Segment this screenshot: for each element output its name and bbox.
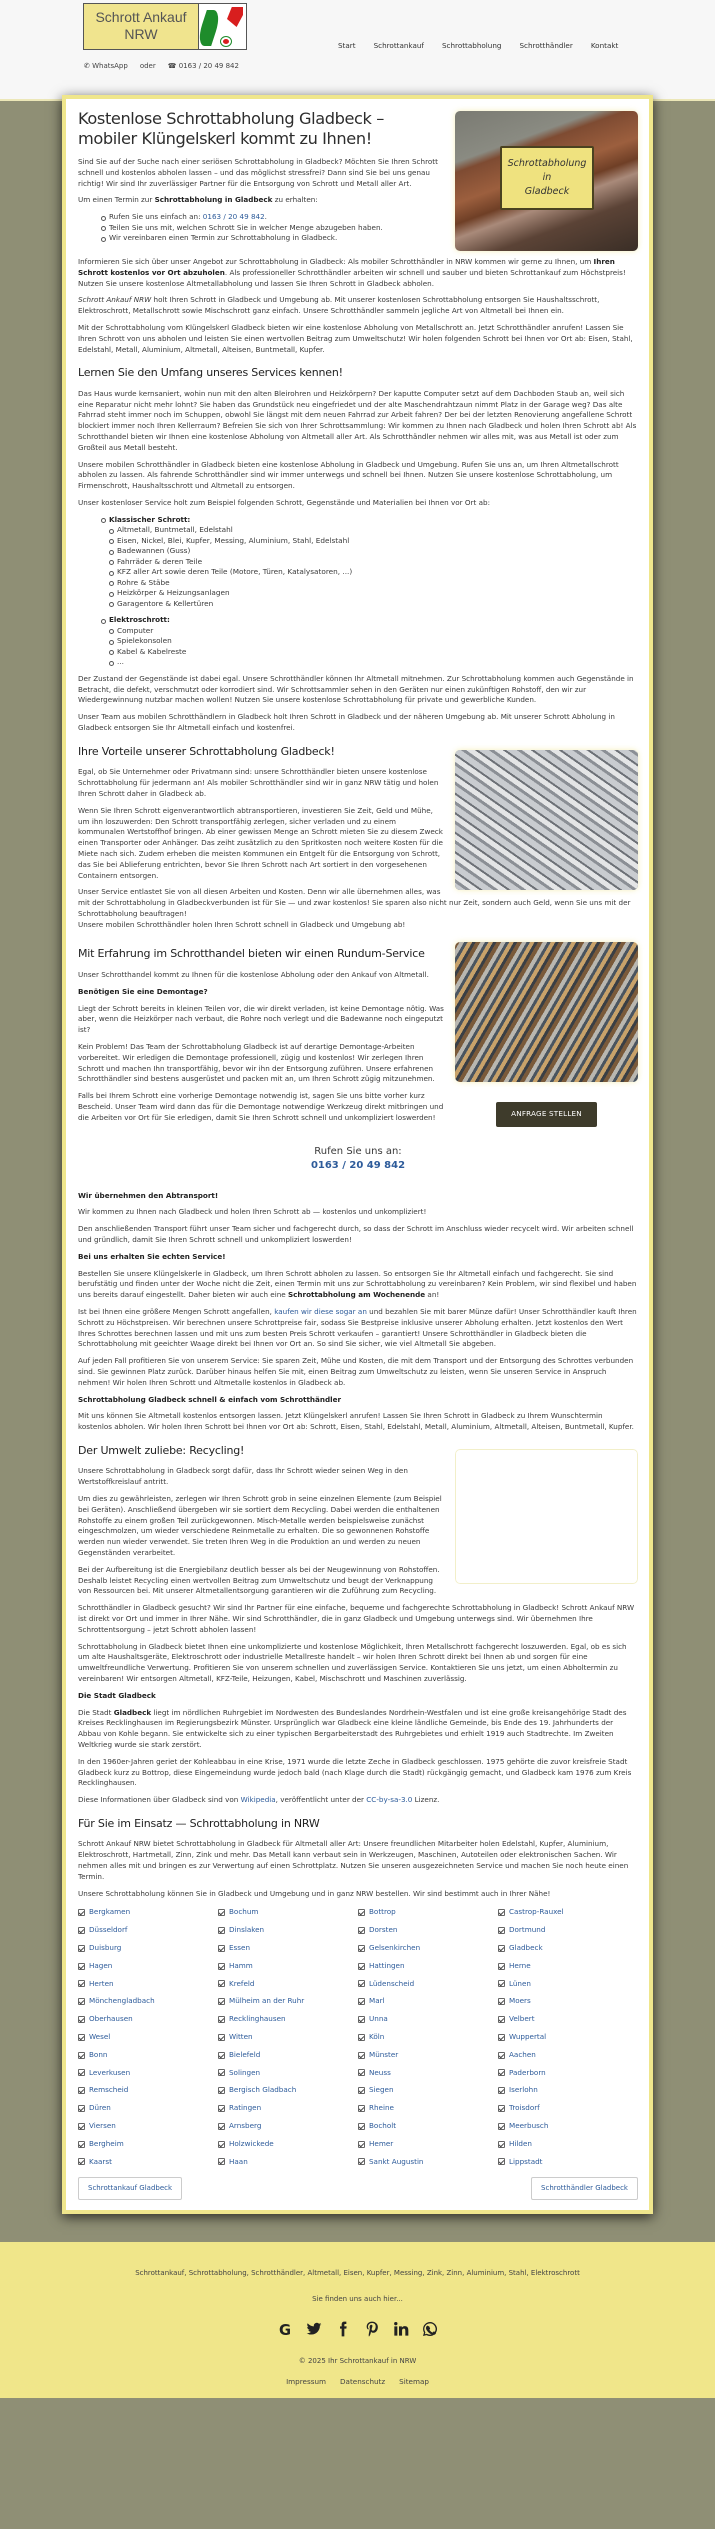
erfahrung-heading: Mit Erfahrung im Schrotthandel bieten wir einen Rundum-Service bbox=[78, 947, 425, 961]
header-phone-link[interactable] bbox=[168, 61, 239, 72]
brand-text: Schrott Ankauf NRW holt Ihren Schrott in Gladbeck und Umgebung ab. Mit unserer kostenlosen Schrottabholung entsorgen Sie Haushaltsschrott, Elektroschrott, Metallschrott sowie Mischschrott ganz einfach. Unsere Schrotthändler sammeln jegliche Art von Altmetall bei Ihnen ein. bbox=[78, 295, 600, 316]
step-item: Wir vereinbaren einen Termin zur Schrottabholung in Gladbeck. bbox=[101, 233, 638, 244]
city-item bbox=[78, 2103, 218, 2114]
recycling-text-1: Unsere Schrottabholung in Gladbeck sorgt dafür, dass Ihr Schrott wieder seinen Weg in den Wertstoffkreislauf antritt. bbox=[78, 1466, 408, 1487]
checkbox-checked-icon bbox=[498, 2123, 505, 2130]
city-item bbox=[218, 1907, 358, 1918]
checkbox-checked-icon bbox=[498, 1927, 505, 1934]
city-link[interactable]: Gelsenkirchen bbox=[369, 1942, 421, 1952]
datenschutz-link[interactable]: Datenschutz bbox=[340, 2376, 386, 2386]
checkbox-checked-icon bbox=[358, 2087, 365, 2094]
city-item bbox=[218, 2157, 358, 2168]
whatsapp-icon: ✆ bbox=[84, 62, 90, 70]
checkbox-checked-icon bbox=[218, 2034, 225, 2041]
city-link[interactable]: Bergisch Gladbach bbox=[229, 2085, 297, 2095]
checkbox-checked-icon bbox=[358, 2069, 365, 2076]
city-link[interactable]: Hemer bbox=[369, 2138, 394, 2148]
city-item bbox=[78, 1907, 218, 1918]
city-link[interactable]: Hagen bbox=[89, 1960, 113, 1970]
city-item bbox=[78, 1979, 218, 1990]
city-item bbox=[78, 1961, 218, 1972]
city-item bbox=[218, 1943, 358, 1954]
city-link[interactable]: Hattingen bbox=[369, 1960, 405, 1970]
city-link[interactable]: Wuppertal bbox=[509, 2031, 547, 2041]
city-item bbox=[218, 1979, 358, 1990]
checkbox-checked-icon bbox=[358, 1927, 365, 1934]
city-item bbox=[498, 2014, 638, 2025]
checkbox-checked-icon bbox=[78, 1909, 85, 1916]
checkbox-checked-icon bbox=[218, 1980, 225, 1987]
whatsapp-label: WhatsApp bbox=[92, 62, 128, 70]
checkbox-checked-icon bbox=[78, 1980, 85, 1987]
group-electronic: Elektroschrott: Computer Spielekonsolen Kabel & Kabelreste ... bbox=[101, 615, 638, 668]
checkbox-checked-icon bbox=[498, 1945, 505, 1952]
list-item: Badewannen (Guss) bbox=[109, 546, 638, 557]
city-link[interactable]: Münster bbox=[369, 2049, 399, 2059]
scrap-types-list bbox=[101, 515, 638, 668]
city-item bbox=[218, 1925, 358, 1936]
city-item bbox=[358, 1925, 498, 1936]
checkbox-checked-icon bbox=[218, 2052, 225, 2059]
vorteile-heading: Ihre Vorteile unserer Schrottabholung Gladbeck! bbox=[78, 744, 335, 758]
city-item bbox=[78, 2157, 218, 2168]
city-link[interactable]: Hilden bbox=[509, 2138, 532, 2148]
nrw-text-1: Schrott Ankauf NRW bietet Schrottabholung in Gladbeck für Altmetall aller Art: Unsere freundlichen Mitarbeiter holen Edelstahl, Kupfer, Aluminium, Elektroschrott, Hartmetall, Zinn, Zink und mehr. Das Metall kann verbaut sein in Werkzeugen, Maschinen, Autoteilen oder elektronischen Sachen. Wir nehmen alles mit und bringen es zur Verwertung auf einen Schrottplatz. Nutzen Sie unseren ausgezeichneten Service und machen Sie noch heute einen Termin. bbox=[78, 1839, 629, 1881]
checkbox-checked-icon bbox=[78, 2123, 85, 2130]
checkbox-checked-icon bbox=[358, 1945, 365, 1952]
city-item bbox=[358, 1943, 498, 1954]
stadt-text-2: In den 1960er-Jahren geriet der Kohleabbau in eine Krise, 1971 wurde die letzte Zeche in Gladbeck geschlossen. 1975 gehörte die zuvor kreisfreie Stadt Gladbeck kurz zu Bottrop, diese Eingemeindung wurde jedoch bald (nach Klage durch die Stadt) rückgängig gemacht, und Gladbeck kam 1976 zum Kreis Recklinghausen. bbox=[78, 1756, 632, 1788]
list-item: Rohre & Stäbe bbox=[109, 578, 638, 589]
city-link[interactable]: Oberhausen bbox=[89, 2014, 133, 2024]
recycling-text-4: Schrotthändler in Gladbeck gesucht? Wir sind Ihr Partner für eine einfache, bequeme und fachgerechte Schrottabholung in Gladbeck! Schrott Ankauf NRW ist direkt vor Ort und immer in Ihrer Nähe. Wir sind Schrotthändler, die in ganz Gladbeck und Umgebung unterwegs sind. Wir übernehmen Ihre Schrottentsorgung – jetzt Schrott abholen lassen! bbox=[78, 1603, 635, 1634]
city-link[interactable]: Sankt Augustin bbox=[369, 2156, 424, 2166]
city-link[interactable]: Solingen bbox=[229, 2067, 261, 2077]
city-item bbox=[358, 1961, 498, 1972]
logo-line-2: NRW bbox=[124, 26, 158, 42]
copyright: © 2025 Ihr Schrottankauf in NRW bbox=[298, 2357, 417, 2366]
service-subheading: Bei uns erhalten Sie echten Service! bbox=[78, 1251, 226, 1261]
checkbox-checked-icon bbox=[498, 1998, 505, 2005]
city-item bbox=[78, 2139, 218, 2150]
header-contact bbox=[84, 61, 239, 72]
abtransport-text-5: Auf jeden Fall profitieren Sie von unserem Service: Sie sparen Zeit, Mühe und Kosten, die mit dem Transport und der Entsorgung des Schrottes verbunden sind. Sie gewinnen Platz zurück. Darüber hinaus helfen Sie mit, einen Beitrag zum Umweltschutz zu leisten, wenn Sie unseren Service in Anspruch nehmen! Wir holen Ihren Schrott und Altmetalle kostenlos in Gladbeck ab. bbox=[78, 1356, 634, 1387]
sitemap-link[interactable]: Sitemap bbox=[399, 2376, 429, 2386]
list-item: Computer bbox=[109, 626, 638, 637]
city-item bbox=[498, 1907, 638, 1918]
nrw-text-2: Unsere Schrottabholung können Sie in Gladbeck und Umgebung und in ganz NRW bestellen. Wir sind bestimmt auch in Ihrer Nähe! bbox=[78, 1888, 551, 1898]
nav-kontakt[interactable]: Kontakt bbox=[590, 41, 619, 50]
checkbox-checked-icon bbox=[358, 1998, 365, 2005]
call-label: Rufen Sie uns an: bbox=[314, 1145, 402, 1157]
city-item bbox=[78, 2121, 218, 2132]
city-item bbox=[358, 2103, 498, 2114]
city-link[interactable]: Wesel bbox=[89, 2031, 111, 2041]
city-link[interactable]: Castrop-Rauxel bbox=[509, 1907, 564, 1917]
checkbox-checked-icon bbox=[498, 1963, 505, 1970]
checkbox-checked-icon bbox=[78, 1945, 85, 1952]
city-item bbox=[498, 1925, 638, 1936]
city-link[interactable]: Herne bbox=[509, 1960, 531, 1970]
svg-text:G: G bbox=[279, 2321, 292, 2337]
city-item bbox=[358, 1979, 498, 1990]
list-item: Eisen, Nickel, Blei, Kupfer, Messing, Aluminium, Stahl, Edelstahl bbox=[109, 536, 638, 547]
footer-keywords: Schrottankauf, Schrottabholung, Schrotthändler, Altmetall, Eisen, Kupfer, Messing, Zink, Zinn, Aluminium, Stahl, Elektroschrott bbox=[135, 2268, 580, 2277]
nav-schrottabholung[interactable]: Schrottabholung bbox=[441, 41, 502, 50]
city-item bbox=[498, 2050, 638, 2061]
city-item bbox=[218, 2085, 358, 2096]
checkbox-checked-icon bbox=[218, 2087, 225, 2094]
pinterest-icon[interactable] bbox=[364, 2321, 380, 2341]
call-box bbox=[78, 1145, 638, 1173]
city-link[interactable]: Remscheid bbox=[89, 2085, 129, 2095]
stadt-text-1: Die Stadt Gladbeck liegt im nördlichen Ruhrgebiet im Nordwesten des Bundeslandes Nordrhein-Westfalen und ist eine große kreisangehörige Stadt des Kreises Recklinghausen im Regierungsbezirk Münster. Ursprünglich war Gladbeck eine kleine ländliche Gemeinde, bis Ende des 19. Jahrhunderts der Abbau von Kohle begann. Sie entwickelte sich zu einer typischen Bergarbeiterstadt des Ruhrgebietes und erhielt 1919 auch Stadtrechte. Im Zweiten Weltkrieg wurde sie stark zerstört. bbox=[78, 1707, 627, 1749]
license-link[interactable]: CC-by-sa-3.0 bbox=[366, 1795, 413, 1805]
city-link[interactable]: Unna bbox=[369, 2014, 388, 2024]
checkbox-checked-icon bbox=[358, 1909, 365, 1916]
checkbox-checked-icon bbox=[78, 2016, 85, 2023]
city-link[interactable]: Arnsberg bbox=[229, 2120, 262, 2130]
services-text-1: Das Haus wurde kernsaniert, wohin nun mit den alten Bleirohren und Heizkörpern? Der kaputte Computer setzt auf dem Dachboden Staub an, weil sich eine Reparatur nicht mehr lohnt? Sie haben das Grundstück neu eingefriedet und der alte Maschendrahtzaun nimmt Platz in der Garage weg? Das alte Fahrrad steht immer noch im Schuppen, obwohl Sie längst mit dem neuen Fahrrad zur Arbeit fahren? Der bei der letzten Renovierung angefallene Schrott blockiert immer noch Ihren Kellerraum? Befreien Sie sich von Ihrer Schrottsammlung: Wir kommen zu Ihnen nach Gladbeck und holen Ihren Schrott ab! Als Schrotthandel bieten wir Ihnen eine kostenlose Abholung von Altmetall aller Art. Als Schrotthändler nehmen wir alles mit, was aus Metall ist oder zum Großteil aus Metall besteht. bbox=[78, 388, 637, 452]
checkbox-checked-icon bbox=[218, 2105, 225, 2112]
recycling-heading: Der Umwelt zuliebe: Recycling! bbox=[78, 1443, 245, 1457]
city-item bbox=[218, 2139, 358, 2150]
city-link[interactable]: Köln bbox=[369, 2031, 385, 2041]
nav-schrottankauf[interactable]: Schrottankauf bbox=[373, 41, 424, 50]
checkbox-checked-icon bbox=[78, 2052, 85, 2059]
city-link[interactable]: Ratingen bbox=[229, 2103, 262, 2113]
city-link[interactable]: Lippstadt bbox=[509, 2156, 543, 2166]
intro-text: Sind Sie auf der Suche nach einer seriösen Schrottabholung in Gladbeck? Möchten Sie Ihren Schrott schnell und kostenlos abholen lassen – und das möglichst stressfrei? Dann sind Sie bei uns genau richtig! Wir sind Ihr zuverlässiger Partner für die Entsorgung von Schrott und Metall aller Art. bbox=[78, 157, 438, 188]
city-link[interactable]: Mülheim an der Ruhr bbox=[229, 1996, 305, 2006]
city-link[interactable]: Lüdenscheid bbox=[369, 1978, 415, 1988]
demontage-subheading: Benötigen Sie eine Demontage? bbox=[78, 986, 208, 996]
city-link[interactable]: Aachen bbox=[509, 2049, 536, 2059]
list-item: ... bbox=[109, 657, 638, 668]
city-link[interactable]: Düren bbox=[89, 2103, 111, 2113]
city-item bbox=[218, 1996, 358, 2007]
linkedin-icon[interactable] bbox=[393, 2321, 409, 2341]
city-item bbox=[78, 2085, 218, 2096]
list-item: Fahrräder & deren Teile bbox=[109, 557, 638, 568]
city-link[interactable]: Bonn bbox=[89, 2049, 108, 2059]
city-link[interactable]: Bergkamen bbox=[89, 1907, 131, 1917]
city-link[interactable]: Witten bbox=[229, 2031, 253, 2041]
erfahrung-text-3: Kein Problem! Das Team der Schrottabholung Gladbeck ist auf derartige Demontage-Arbeiten vorbereitet. Wir erledigen die Demontage professionell, zügig und kostenlos! Wir zerlegen Ihren Schrott und machen Ihn transportfähig, bevor wir ihn der Entsorgung zuführen. Unsere erfahrenen Schrotthändler sind bestens ausgerüstet und packen mit an, um Ihren Schrott zügig mitzunehmen. bbox=[78, 1041, 435, 1084]
checkbox-checked-icon bbox=[78, 2034, 85, 2041]
checkbox-checked-icon bbox=[78, 2141, 85, 2148]
checkbox-checked-icon bbox=[78, 1998, 85, 2005]
hero-image-caption: Schrottabholung in Gladbeck bbox=[500, 146, 594, 210]
step-item: Teilen Sie uns mit, welchen Schrott Sie in welcher Menge abzugeben haben. bbox=[101, 223, 638, 234]
logo-line-1: Schrott Ankauf bbox=[95, 9, 187, 25]
list-item: Altmetall, Buntmetall, Edelstahl bbox=[109, 525, 638, 536]
checkbox-checked-icon bbox=[78, 2087, 85, 2094]
city-item bbox=[498, 1979, 638, 1990]
recycling-image-placeholder bbox=[455, 1449, 638, 1584]
erfahrung-text-1: Unser Schrotthandel kommt zu Ihnen für die kostenlose Abholung oder den Ankauf von Altmetall. bbox=[78, 969, 429, 979]
erfahrung-text-4: Falls bei Ihrem Schrott eine vorherige Demontage notwendig ist, sagen Sie uns bitte vorher kurz Bescheid. Unser Team wird dann das für die Demontage notwendige Werkzeug direkt mitbringen und die Arbeiten vor Ort für Sie erledigen, damit Sie Ihren Schrott schnell und unkompliziert loswerden! bbox=[78, 1091, 444, 1122]
city-link[interactable]: Bottrop bbox=[369, 1907, 396, 1917]
checkbox-checked-icon bbox=[218, 1998, 225, 2005]
nrw-heading: Für Sie im Einsatz — Schrottabholung in NRW bbox=[78, 1816, 320, 1830]
stadt-subheading: Die Stadt Gladbeck bbox=[78, 1690, 156, 1700]
abtransport-text-6: Mit uns können Sie Altmetall kostenlos entsorgen lassen. Jetzt Klüngelskerl anrufen! Lassen Sie Ihren Schrott in Gladbeck zu Ihrem Wunschtermin kostenlos abholen. Wir holen Ihren Schrott bei Ihnen vor Ort ab: Schrott, Eisen, Stahl, Edelstahl, Metall, Aluminium, Altmetall, Alteisen, Buntmetall, Kupfer. bbox=[78, 1411, 634, 1432]
services-text-3: Unser kostenloser Service holt zum Beispiel folgenden Schrott, Gegenstände und Materialien bei Ihnen vor Ort ab: bbox=[78, 498, 490, 508]
city-link[interactable]: Krefeld bbox=[229, 1978, 255, 1988]
facebook-icon[interactable] bbox=[335, 2321, 351, 2341]
request-button[interactable]: ANFRAGE STELLEN bbox=[496, 1102, 597, 1127]
city-item bbox=[218, 2103, 358, 2114]
city-item bbox=[78, 2014, 218, 2025]
checkbox-checked-icon bbox=[498, 1980, 505, 1987]
city-link[interactable]: Viersen bbox=[89, 2120, 116, 2130]
schrottankauf-gladbeck-button[interactable]: Schrottankauf Gladbeck bbox=[78, 2177, 182, 2200]
city-link[interactable]: Dortmund bbox=[509, 1925, 546, 1935]
city-item bbox=[218, 2068, 358, 2079]
city-item bbox=[218, 2014, 358, 2025]
services-text-5: Unser Team aus mobilen Schrotthändlern in Gladbeck holt Ihren Schrott in Gladbeck und der näheren Umgebung ab. Mit unserer Schrott Abholung in Gladbeck entsorgen Sie Ihr Altmetall einfach und kostenfrei. bbox=[78, 712, 615, 733]
schnell-subheading: Schrottabholung Gladbeck schnell & einfach vom Schrotthändler bbox=[78, 1394, 342, 1404]
site-header bbox=[0, 0, 715, 101]
city-link[interactable]: Bielefeld bbox=[229, 2049, 261, 2059]
city-item bbox=[78, 1943, 218, 1954]
checkbox-checked-icon bbox=[498, 2034, 505, 2041]
city-item bbox=[358, 2014, 498, 2025]
city-item bbox=[78, 1925, 218, 1936]
vorteile-text-3: Unser Service entlastet Sie von all diesen Arbeiten und Kosten. Denn wir alle übernehmen alles, was mit der Schrottabholung in Gladbeckverbunden ist für Sie — und zwar kostenlos! Sie sparen also nicht nur Zeit, sondern auch Geld, wenn Sie uns mit der Schrottabholung beauftragen! Unsere mobilen Schrotthändler holen Ihren Schrott schnell in Gladbeck und Umgebung ab! bbox=[78, 887, 631, 929]
city-link[interactable]: Hamm bbox=[229, 1960, 253, 1970]
city-item bbox=[358, 2032, 498, 2043]
city-link[interactable]: Bocholt bbox=[369, 2120, 397, 2130]
city-link[interactable]: Dorsten bbox=[369, 1925, 398, 1935]
city-item bbox=[498, 2121, 638, 2132]
checkbox-checked-icon bbox=[498, 2105, 505, 2112]
checkbox-checked-icon bbox=[218, 2123, 225, 2130]
header-phone: 0163 / 20 49 842 bbox=[178, 62, 239, 70]
find-us-label: Sie finden uns auch hier... bbox=[312, 2295, 403, 2304]
wikipedia-link[interactable]: Wikipedia bbox=[240, 1795, 276, 1805]
google-icon[interactable] bbox=[277, 2321, 293, 2341]
social-links bbox=[0, 2321, 715, 2341]
city-item bbox=[78, 2032, 218, 2043]
site-footer bbox=[0, 2242, 715, 2398]
call-phone-link[interactable]: 0163 / 20 49 842 bbox=[310, 1159, 406, 1171]
city-item bbox=[358, 2121, 498, 2132]
checkbox-checked-icon bbox=[78, 2158, 85, 2165]
city-link[interactable]: Gladbeck bbox=[509, 1942, 543, 1952]
checkbox-checked-icon bbox=[498, 2141, 505, 2148]
list-item: Garagentore & Kellertüren bbox=[109, 599, 638, 610]
steps-list bbox=[101, 212, 638, 244]
services-heading: Lernen Sie den Umfang unseres Services kennen! bbox=[78, 366, 343, 380]
city-item bbox=[498, 2103, 638, 2114]
termin-text: Um einen Termin zur Schrottabholung in Gladbeck zu erhalten: bbox=[78, 195, 318, 205]
city-item bbox=[358, 2068, 498, 2079]
checkbox-checked-icon bbox=[358, 2052, 365, 2059]
group-classic: Klassischer Schrott: Altmetall, Buntmetall, Edelstahl Eisen, Nickel, Blei, Kupfer, Messing, Aluminium, Stahl, Edelstahl Badewannen (Guss) Fahrräder & deren Teile KFZ aller Art sowie deren Teile (Motore, Türen, Katalysatoren, ...) Rohre & Stäbe Heizkörper & Heizungsanlagen Garagentore & Kellertüren bbox=[101, 515, 638, 610]
services-text-4: Der Zustand der Gegenstände ist dabei egal. Unsere Schrotthändler können Ihr Altmetall mitnehmen. Zur Schrottabholung kommen auch Gegenstände in Betracht, die defekt, verschmutzt oder korrodiert sind. Wir Schrottsammler sehen in den Geräten nur einen zukünftigen Rohstoff, den wir zur Wiedergewinnung nutzbar machen wollen! Nutzen Sie unsere kostenlose Schrottabholung für private und gewerbliche Kunden. bbox=[78, 673, 634, 705]
city-link[interactable]: Bochum bbox=[229, 1907, 259, 1917]
city-link[interactable]: Bergheim bbox=[89, 2138, 124, 2148]
city-link[interactable]: Düsseldorf bbox=[89, 1925, 128, 1935]
services-text-2: Unsere mobilen Schrotthändler in Gladbeck bieten eine kostenlose Abholung in Gladbeck und Umgebung. Rufen Sie uns an, um Ihren Altmetallschrott abholen zu lassen. Als fahrende Schrotthändler sind wir immer unterwegs und schnell bei Ihnen. Nutzen Sie unsere kostenlose Schrottabholung, um Firmenschrott, Haushaltsschrott und Altmetall zu entsorgen. bbox=[78, 459, 619, 491]
or-label: oder bbox=[139, 62, 156, 70]
city-item bbox=[358, 2085, 498, 2096]
cta-column bbox=[455, 1102, 638, 1127]
city-link[interactable]: Haan bbox=[229, 2156, 248, 2166]
checkbox-checked-icon bbox=[358, 2123, 365, 2130]
checkbox-checked-icon bbox=[218, 1945, 225, 1952]
nav-start[interactable]: Start bbox=[338, 41, 356, 50]
recycling-text-2: Um dies zu gewährleisten, zerlegen wir Ihren Schrott grob in seine einzelnen Elemente (zum Beispiel bei Geräten). Anschließend übergeben wir sie sortiert dem Recycling. Dabei werden die enthaltenen Rohstoffe zu einem großen Teil zurückgewonnen. Misch-Metalle werden beispielsweise zunächst eingeschmolzen, um wieder verschiedene Reinmetalle zu erhalten. Die so gewonnenen Rohstoffe werden nun wieder verwendet. Sie treten Ihren Weg in die Produktion an und werden zu neuen Gegenständen verarbeitet. bbox=[78, 1493, 442, 1557]
checkbox-checked-icon bbox=[358, 2034, 365, 2041]
city-item bbox=[78, 2068, 218, 2079]
checkbox-checked-icon bbox=[78, 2069, 85, 2076]
page-title: Kostenlose Schrottabholung Gladbeck – mobiler Klüngelskerl kommt zu Ihnen! bbox=[78, 109, 384, 148]
whatsapp-link[interactable] bbox=[84, 61, 128, 72]
checkbox-checked-icon bbox=[358, 2158, 365, 2165]
checkbox-checked-icon bbox=[218, 1963, 225, 1970]
city-item bbox=[218, 2121, 358, 2132]
site-logo[interactable] bbox=[83, 3, 247, 50]
checkbox-checked-icon bbox=[358, 1980, 365, 1987]
abtransport-text-1: Wir kommen zu Ihnen nach Gladbeck und holen Ihren Schrott ab — kostenlos und unkompliziert! bbox=[78, 1207, 427, 1217]
checkbox-checked-icon bbox=[498, 2052, 505, 2059]
city-item bbox=[78, 2050, 218, 2061]
list-item: Heizkörper & Heizungsanlagen bbox=[109, 588, 638, 599]
impressum-link[interactable]: Impressum bbox=[286, 2376, 327, 2386]
checkbox-checked-icon bbox=[218, 2158, 225, 2165]
checkbox-checked-icon bbox=[498, 2016, 505, 2023]
abtransport-text-3: Bestellen Sie unsere Klüngelskerle in Gladbeck, um Ihren Schrott abholen zu lassen. So entsorgen Sie Ihr Altmetall einfach und fachgerecht. Sie sind berufstätig und finden unter der Woche nicht die Zeit, einen Termin mit uns zur Schrottabholung zu vereinbaren? Kein Problem, wir sind flexibel und haben uns bereits darauf eingestellt. Daher bieten wir auch eine Schrottabholung am Wochenende an! bbox=[78, 1268, 637, 1300]
vorteile-text-2: Wenn Sie Ihren Schrott eigenverantwortlich abtransportieren, investieren Sie Zeit, Geld und Mühe, um ihn loszuwerden: Den Schrott transportfähig zerlegen, sicher verladen und zu einem kommunalen Wertstoffhof bringen. Ab einer gewissen Menge an Schrott mieten Sie zu diesem Zweck einen Transporter oder Anhänger. Das zeiht zusätzlich zu den Spritkosten noch weitere Kosten für die Miete nach sich. Zudem erheben die meisten Kommunen ein Entgelt für die Entsorgung von Schrott, das Sie bei Ablieferung entrichten, bevor Sie Ihren Schrott nach Art sortiert in den vorgesehenen Containern entsorgen. bbox=[78, 805, 443, 880]
city-item bbox=[358, 1907, 498, 1918]
step-call: Rufen Sie uns einfach an: 0163 / 20 49 842. bbox=[101, 212, 638, 223]
city-link[interactable]: Mönchengladbach bbox=[89, 1996, 155, 2006]
city-link[interactable]: Essen bbox=[229, 1942, 251, 1952]
city-item bbox=[218, 2050, 358, 2061]
list-item: KFZ aller Art sowie deren Teile (Motore, Türen, Katalysatoren, ...) bbox=[109, 567, 638, 578]
city-item bbox=[218, 1961, 358, 1972]
checkbox-checked-icon bbox=[78, 1927, 85, 1934]
checkbox-checked-icon bbox=[358, 2141, 365, 2148]
aluminium-scrap-image bbox=[455, 750, 638, 890]
abtransport-text-4: Ist bei Ihnen eine größere Mengen Schrott angefallen, kaufen wir diese sogar an und bezahlen Sie mit barer Münze dafür! Unser Schrotthändler kauft Ihren Schrott zu Höchstpreisen. Wir berechnen unsere Schrottpreise fair, sodass Sie Bestpreise inklusive unserer Abholung erhalten. Jetzt kostenlos den Wert Ihres Schrottes berechnen lassen und mit uns zum besten Preis Schrott verkaufen – garantiert! Unsere Schrotthändler in Gladbeck bieten die Schrottabholung mit geeichter Waage direkt bei Ihnen vor Ort an. So sind Sie sicher, wie viel Altmetall Sie abgeben. bbox=[78, 1306, 637, 1349]
city-item bbox=[78, 1996, 218, 2007]
logo-text bbox=[84, 4, 199, 49]
mixed-scrap-image bbox=[455, 942, 638, 1082]
city-link[interactable]: Meerbusch bbox=[509, 2120, 549, 2130]
checkbox-checked-icon bbox=[498, 1909, 505, 1916]
phone-icon: ☎ bbox=[167, 62, 177, 70]
city-item bbox=[498, 2085, 638, 2096]
twitter-icon[interactable] bbox=[306, 2321, 322, 2341]
vorteile-text-1: Egal, ob Sie Unternehmer oder Privatmann sind: unsere Schrotthändler bieten unsere kostenlose Schrottabholung für jedermann an! Als mobiler Schrotthändler sind wir in ganz NRW tätig und holen Ihren Schrott daher in Gladbeck ab. bbox=[78, 767, 439, 798]
schrotthaendler-gladbeck-button[interactable]: Schrotthändler Gladbeck bbox=[531, 2177, 638, 2200]
checkbox-checked-icon bbox=[218, 2069, 225, 2076]
city-link[interactable]: Neuss bbox=[369, 2067, 391, 2077]
list-item: Kabel & Kabelreste bbox=[109, 647, 638, 658]
city-link[interactable]: Iserlohn bbox=[509, 2085, 538, 2095]
city-item bbox=[498, 1943, 638, 1954]
checkbox-checked-icon bbox=[78, 2105, 85, 2112]
recycling-text-5: Schrottabholung in Gladbeck bietet Ihnen eine unkomplizierte und kostenlose Möglichkeit, Ihren Metallschrott fachgerecht loszuwerden. Egal, ob es sich um alte Haushaltsgeräte, Elektroschrott oder industrielle Metallreste handelt – wir holen Ihren Schrott direkt bei Ihnen ab und sorgen für eine umweltfreundliche Verwertung. Profitieren Sie von unserem schnellen und zuverlässigen Service. Kontaktieren Sie uns jetzt, um einen Abholtermin zu vereinbaren! Wir entsorgen Altmetall, KFZ-Teile, Heizungen, Kabel, Mischschrott und Maschinen zuverlässig. bbox=[78, 1641, 627, 1683]
checkbox-checked-icon bbox=[218, 1927, 225, 1934]
recycling-text-3: Bei der Aufbereitung ist die Energiebilanz deutlich besser als bei der Neugewinnung von Rohstoffen. Deshalb leistet Recycling einen wertvollen Beitrag zum Umweltschutz und beugt der Verknappung von Ressourcen bei. Mit unserer Altmetallentsorgung garantieren wir die Zuführung zum Recycling. bbox=[78, 1564, 440, 1596]
city-link[interactable]: Dinslaken bbox=[229, 1925, 265, 1935]
related-links bbox=[78, 2177, 638, 2200]
footer-links bbox=[0, 2377, 715, 2388]
kluengel-text: Mit der Schrottabholung vom Klüngelskerl Gladbeck bieten wir eine kostenlose Abholung von Metallschrott an. Jetzt Schrotthändler anrufen! Lassen Sie Ihren Schrott von uns abholen und leisten Sie einen wertvollen Beitrag zum Umweltschutz! Wir holen folgenden Schrott bei Ihnen vor Ort ab: Eisen, Stahl, Edelstahl, Metall, Aluminium, Altmetall, Alteisen, Buntmetall, Kupfer. bbox=[78, 322, 633, 354]
city-link[interactable]: Holzwickede bbox=[229, 2138, 274, 2148]
city-item bbox=[358, 2139, 498, 2150]
main-nav bbox=[338, 41, 618, 52]
city-link[interactable]: Rheine bbox=[369, 2103, 394, 2113]
city-link[interactable]: Duisburg bbox=[89, 1942, 122, 1952]
checkbox-checked-icon bbox=[358, 2016, 365, 2023]
whatsapp-icon[interactable] bbox=[422, 2321, 438, 2341]
checkbox-checked-icon bbox=[358, 1963, 365, 1970]
city-link[interactable]: Recklinghausen bbox=[229, 2014, 286, 2024]
abtransport-subheading: Wir übernehmen den Abtransport! bbox=[78, 1190, 219, 1200]
city-item bbox=[358, 2050, 498, 2061]
checkbox-checked-icon bbox=[218, 2016, 225, 2023]
info-text: Informieren Sie sich über unser Angebot zur Schrottabholung in Gladbeck: Als mobiler Schrotthändler in NRW kommen wir gerne zu Ihnen, um Ihren Schrott kostenlos vor Ort abzuholen. Als professioneller Schrotthändler arbeiten wir schnell und sauber und bieten Schrottankauf zum Höchstpreis! Nutzen Sie unsere kostenlose Altmetallabholung und lassen Sie Ihren Schrott in Gladbeck abholen. bbox=[78, 257, 626, 288]
list-item: Spielekonsolen bbox=[109, 636, 638, 647]
city-link[interactable]: Paderborn bbox=[509, 2067, 546, 2077]
city-link[interactable]: Marl bbox=[369, 1996, 385, 2006]
city-item bbox=[498, 1961, 638, 1972]
nav-schrotthaendler[interactable]: Schrotthändler bbox=[519, 41, 573, 50]
city-item bbox=[358, 2157, 498, 2168]
checkbox-checked-icon bbox=[498, 2158, 505, 2165]
city-link[interactable]: Kaarst bbox=[89, 2156, 112, 2166]
abtransport-text-2: Den anschließenden Transport führt unser Team sicher und fachgerecht durch, so dass der Schrott im Anschluss wieder recycelt wird. Wir arbeiten schnell und gründlich, damit Sie Ihren Schrott schnell und unkompliziert loswerden! bbox=[78, 1224, 634, 1244]
city-link[interactable]: Leverkusen bbox=[89, 2067, 131, 2077]
city-link[interactable]: Velbert bbox=[509, 2014, 535, 2024]
checkbox-checked-icon bbox=[358, 2105, 365, 2112]
content-card bbox=[62, 95, 653, 2214]
ankauf-link[interactable]: kaufen wir diese sogar an bbox=[274, 1306, 367, 1316]
checkbox-checked-icon bbox=[218, 1909, 225, 1916]
city-item bbox=[498, 1996, 638, 2007]
city-link[interactable]: Herten bbox=[89, 1978, 114, 1988]
city-item bbox=[498, 2032, 638, 2043]
city-item bbox=[498, 2068, 638, 2079]
erfahrung-text-2: Liegt der Schrott bereits in kleinen Teilen vor, die wir direkt verladen, ist keine Demontage nötig. Was aber, wenn die Heizkörper nach verbaut, die Rohre noch verlegt und die Badewanne noch eingeputzt ist? bbox=[78, 1003, 444, 1035]
nrw-coat-of-arms-icon bbox=[199, 4, 246, 49]
checkbox-checked-icon bbox=[218, 2141, 225, 2148]
checkbox-checked-icon bbox=[498, 2087, 505, 2094]
city-list bbox=[78, 1907, 638, 2167]
stadt-source: Diese Informationen über Gladbeck sind von Wikipedia, veröffentlicht unter der CC-by-sa-3.0 Lizenz. bbox=[78, 1795, 440, 1805]
step-phone-link[interactable]: 0163 / 20 49 842 bbox=[202, 212, 265, 222]
city-link[interactable]: Troisdorf bbox=[509, 2103, 540, 2113]
city-link[interactable]: Lünen bbox=[509, 1978, 531, 1988]
checkbox-checked-icon bbox=[498, 2069, 505, 2076]
city-item bbox=[498, 2157, 638, 2168]
city-item bbox=[218, 2032, 358, 2043]
city-link[interactable]: Siegen bbox=[369, 2085, 394, 2095]
city-link[interactable]: Moers bbox=[509, 1996, 531, 2006]
city-item bbox=[358, 1996, 498, 2007]
checkbox-checked-icon bbox=[78, 1963, 85, 1970]
city-item bbox=[498, 2139, 638, 2150]
